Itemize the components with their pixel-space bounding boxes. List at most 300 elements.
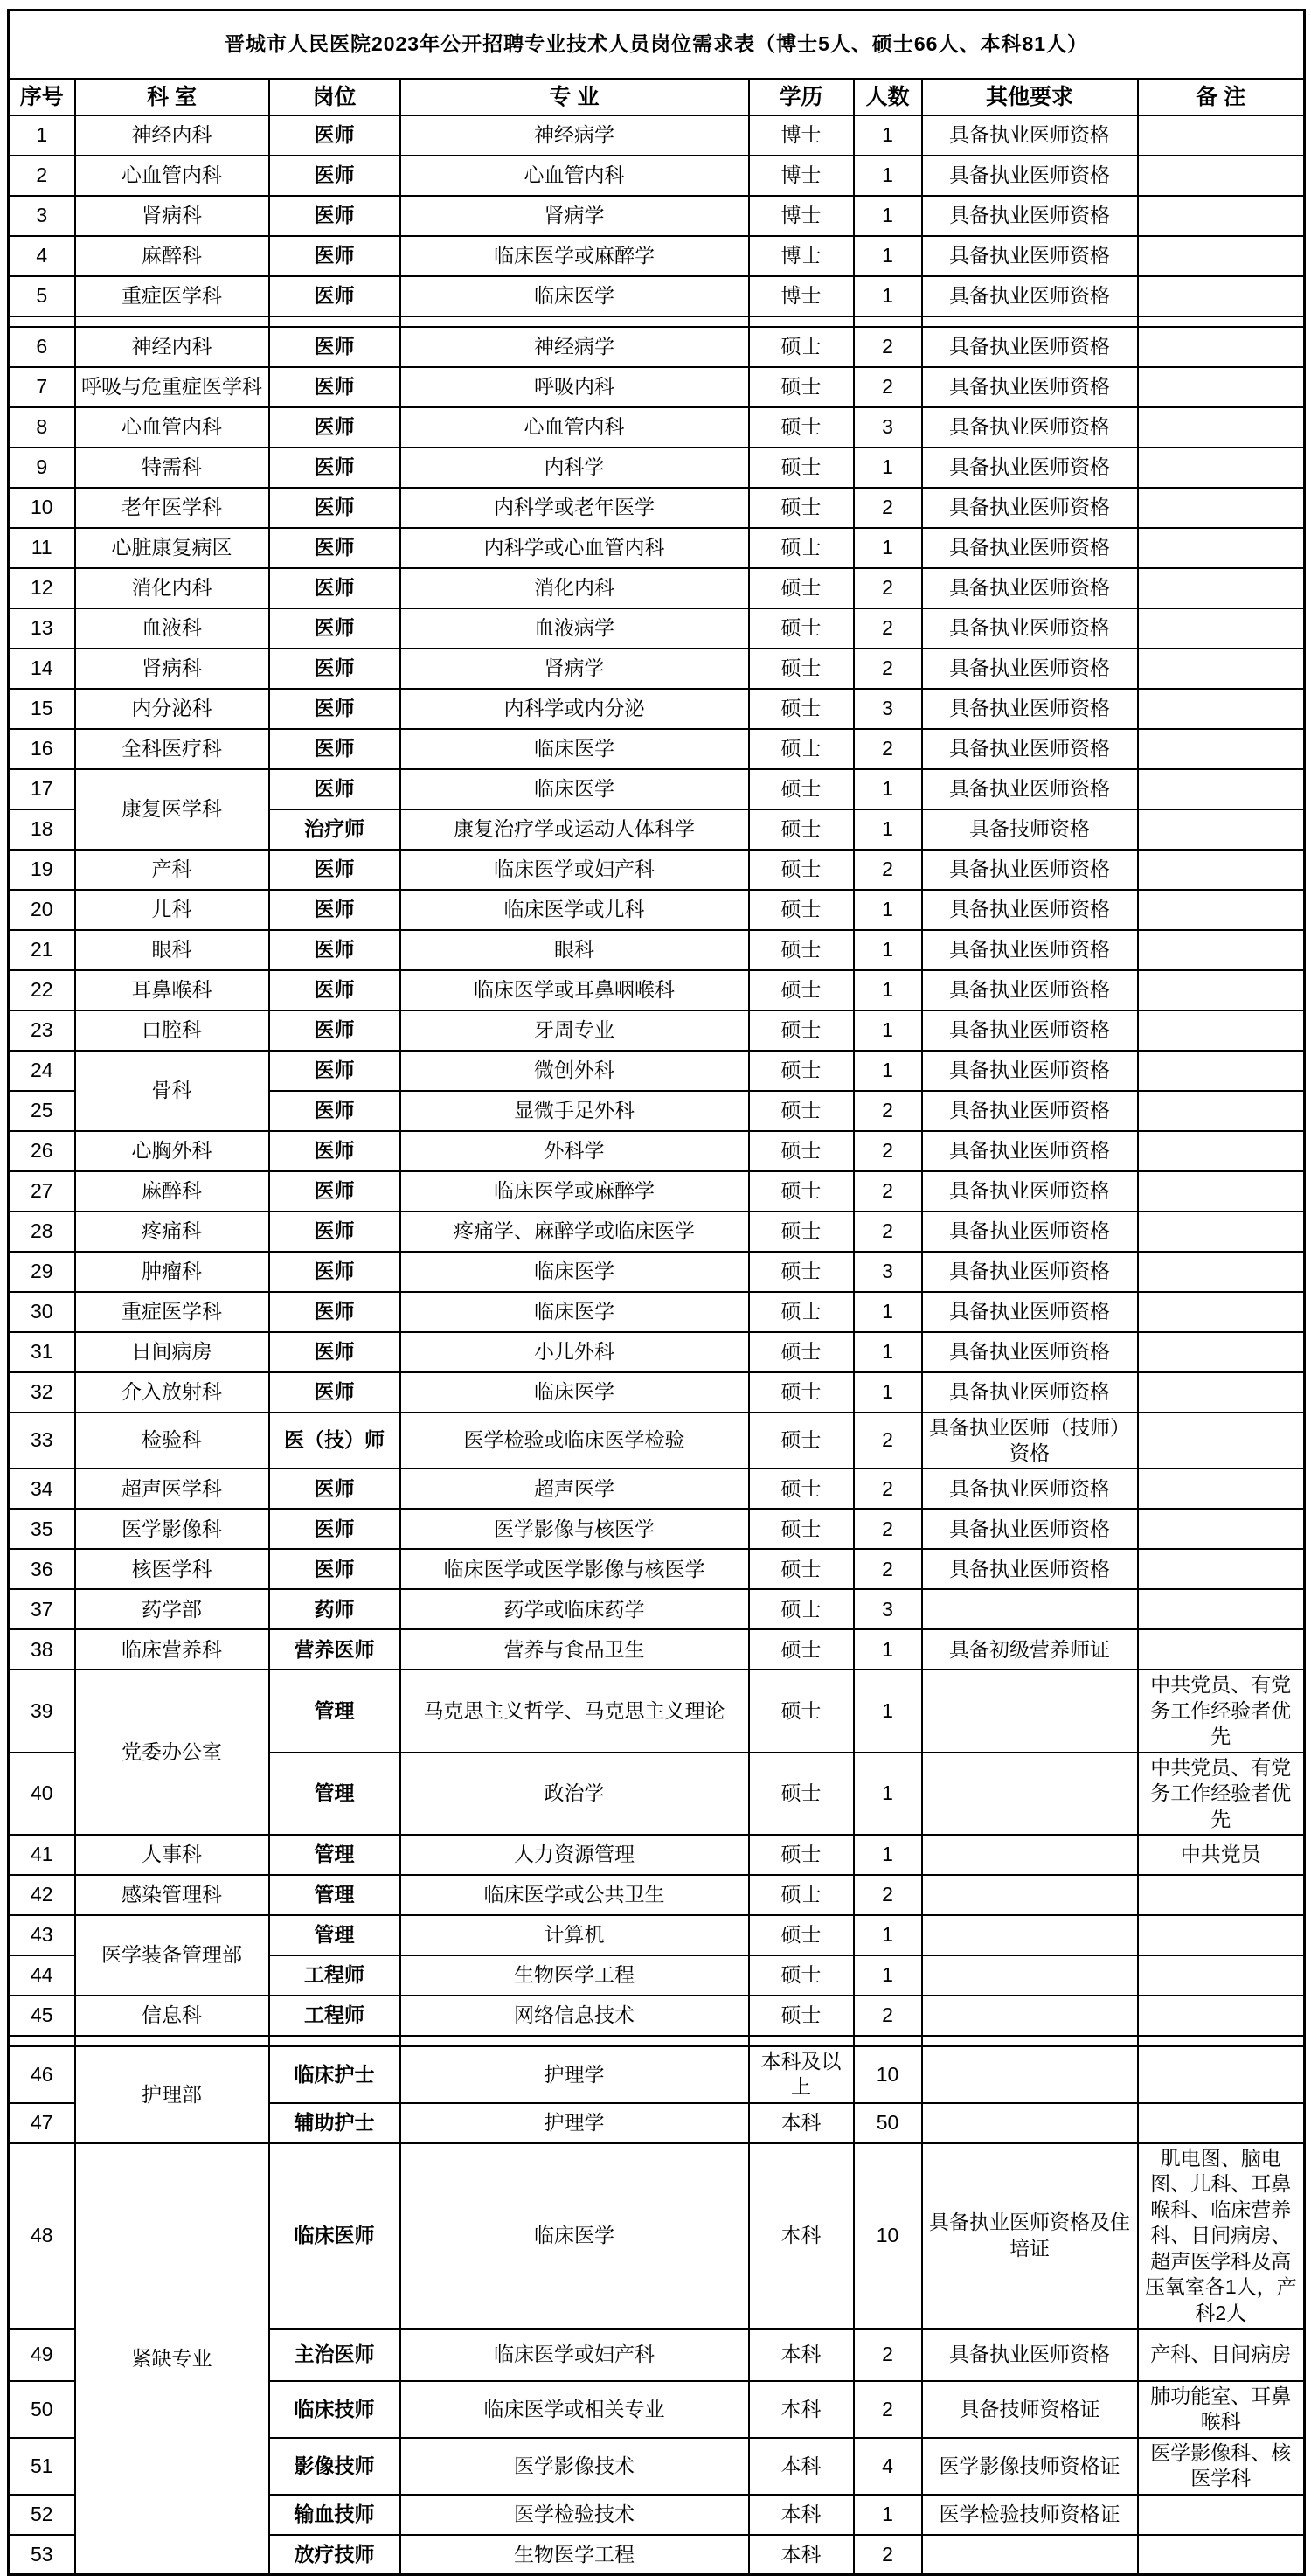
cell-department: 神经内科 — [75, 327, 269, 367]
cell-department: 感染管理科 — [75, 1875, 269, 1915]
column-header-department: 科 室 — [75, 79, 269, 115]
cell-count: 1 — [854, 1332, 922, 1372]
cell-remark — [1138, 1372, 1305, 1413]
cell-count: 2 — [854, 1131, 922, 1171]
cell-count: 1 — [854, 809, 922, 850]
cell-remark — [1138, 196, 1305, 236]
cell-major: 临床医学或公共卫生 — [400, 1875, 749, 1915]
cell-department: 心血管内科 — [75, 156, 269, 196]
cell-count: 2 — [854, 1996, 922, 2036]
cell-other — [922, 2046, 1138, 2103]
cell-degree: 博士 — [749, 236, 854, 276]
table-row — [9, 649, 1305, 689]
cell-degree: 硕士 — [749, 568, 854, 608]
cell-position: 医师 — [269, 1051, 400, 1091]
cell-position: 医师 — [269, 1252, 400, 1292]
cell-remark — [1138, 276, 1305, 316]
cell-degree: 硕士 — [749, 1549, 854, 1589]
cell-department: 肿瘤科 — [75, 1252, 269, 1292]
cell-department: 麻醉科 — [75, 236, 269, 276]
table-row — [9, 1875, 1305, 1915]
cell-major: 临床医学 — [400, 1372, 749, 1413]
cell-major: 康复治疗学或运动人体科学 — [400, 809, 749, 850]
cell-remark — [1138, 1413, 1305, 1469]
cell-remark — [1138, 1091, 1305, 1131]
cell-index: 29 — [9, 1252, 75, 1292]
cell-major: 血液病学 — [400, 608, 749, 649]
cell-count: 1 — [854, 1753, 922, 1835]
cell-count: 1 — [854, 448, 922, 488]
cell-remark: 中共党员、有党务工作经验者优先 — [1138, 1670, 1305, 1752]
cell-index: 44 — [9, 1955, 75, 1996]
cell-count: 3 — [854, 689, 922, 729]
cell-degree: 博士 — [749, 156, 854, 196]
column-header-degree: 学历 — [749, 79, 854, 115]
spacer-cell — [9, 316, 75, 327]
cell-count: 2 — [854, 1091, 922, 1131]
cell-degree: 硕士 — [749, 1670, 854, 1752]
cell-other — [922, 1955, 1138, 1996]
cell-remark — [1138, 236, 1305, 276]
cell-remark — [1138, 1509, 1305, 1549]
cell-count: 1 — [854, 276, 922, 316]
cell-count: 50 — [854, 2103, 922, 2143]
column-header-remark: 备 注 — [1138, 79, 1305, 115]
cell-count: 2 — [854, 1212, 922, 1252]
cell-other: 具备执业医师资格 — [922, 608, 1138, 649]
cell-degree: 硕士 — [749, 1051, 854, 1091]
cell-count: 1 — [854, 970, 922, 1010]
cell-position: 临床技师 — [269, 2381, 400, 2438]
cell-department: 党委办公室 — [75, 1670, 269, 1835]
cell-count: 3 — [854, 407, 922, 448]
table-row — [9, 1589, 1305, 1629]
cell-major: 临床医学或相关专业 — [400, 2381, 749, 2438]
cell-department: 眼科 — [75, 930, 269, 970]
cell-other: 具备执业医师资格 — [922, 2329, 1138, 2381]
cell-other: 具备执业医师资格 — [922, 689, 1138, 729]
cell-count: 10 — [854, 2046, 922, 2103]
cell-major: 临床医学 — [400, 2143, 749, 2329]
cell-remark — [1138, 1171, 1305, 1212]
cell-remark: 肺功能室、耳鼻喉科 — [1138, 2381, 1305, 2438]
cell-other: 具备执业医师资格 — [922, 850, 1138, 890]
cell-count: 1 — [854, 1915, 922, 1955]
cell-remark — [1138, 890, 1305, 930]
cell-major: 外科学 — [400, 1131, 749, 1171]
cell-department: 血液科 — [75, 608, 269, 649]
table-row — [9, 1915, 1305, 1955]
cell-remark — [1138, 1915, 1305, 1955]
cell-position: 工程师 — [269, 1996, 400, 2036]
cell-remark — [1138, 809, 1305, 850]
section-spacer-row — [9, 2036, 1305, 2046]
spacer-cell — [400, 2036, 749, 2046]
cell-position: 医师 — [269, 608, 400, 649]
cell-remark — [1138, 930, 1305, 970]
table-head — [9, 10, 1305, 115]
cell-department: 心血管内科 — [75, 407, 269, 448]
cell-index: 43 — [9, 1915, 75, 1955]
spacer-cell — [75, 2036, 269, 2046]
table-row — [9, 568, 1305, 608]
cell-department: 心胸外科 — [75, 1131, 269, 1171]
cell-position: 医师 — [269, 850, 400, 890]
cell-department: 肾病科 — [75, 196, 269, 236]
cell-remark — [1138, 2535, 1305, 2575]
cell-major: 心血管内科 — [400, 156, 749, 196]
cell-other: 具备执业医师资格 — [922, 649, 1138, 689]
cell-other — [922, 1589, 1138, 1629]
cell-degree: 本科 — [749, 2329, 854, 2381]
cell-index: 9 — [9, 448, 75, 488]
cell-degree: 硕士 — [749, 1372, 854, 1413]
cell-degree: 硕士 — [749, 367, 854, 407]
section-spacer-row — [9, 316, 1305, 327]
cell-degree: 硕士 — [749, 1171, 854, 1212]
cell-major: 内科学或老年医学 — [400, 488, 749, 528]
cell-degree: 硕士 — [749, 649, 854, 689]
cell-count: 2 — [854, 2329, 922, 2381]
table-row — [9, 1292, 1305, 1332]
cell-other: 具备执业医师资格 — [922, 1469, 1138, 1509]
cell-degree: 硕士 — [749, 809, 854, 850]
cell-index: 49 — [9, 2329, 75, 2381]
cell-remark — [1138, 970, 1305, 1010]
cell-degree: 硕士 — [749, 1915, 854, 1955]
cell-count: 1 — [854, 196, 922, 236]
cell-index: 46 — [9, 2046, 75, 2103]
table-row — [9, 689, 1305, 729]
cell-index: 14 — [9, 649, 75, 689]
cell-index: 7 — [9, 367, 75, 407]
cell-count: 2 — [854, 1171, 922, 1212]
cell-position: 医师 — [269, 156, 400, 196]
table-row — [9, 1252, 1305, 1292]
table-row — [9, 1549, 1305, 1589]
cell-department: 医学影像科 — [75, 1509, 269, 1549]
cell-count: 1 — [854, 115, 922, 156]
cell-degree: 硕士 — [749, 1010, 854, 1051]
cell-remark — [1138, 1131, 1305, 1171]
cell-major: 牙周专业 — [400, 1010, 749, 1051]
cell-department: 肾病科 — [75, 649, 269, 689]
cell-position: 医师 — [269, 1292, 400, 1332]
cell-position: 医师 — [269, 1212, 400, 1252]
cell-index: 38 — [9, 1629, 75, 1670]
cell-index: 1 — [9, 115, 75, 156]
cell-count: 1 — [854, 236, 922, 276]
cell-position: 医（技）师 — [269, 1413, 400, 1469]
cell-index: 41 — [9, 1835, 75, 1875]
cell-department: 神经内科 — [75, 115, 269, 156]
cell-department: 核医学科 — [75, 1549, 269, 1589]
cell-degree: 硕士 — [749, 528, 854, 568]
cell-department: 骨科 — [75, 1051, 269, 1131]
cell-other — [922, 2103, 1138, 2143]
cell-major: 计算机 — [400, 1915, 749, 1955]
cell-position: 医师 — [269, 367, 400, 407]
cell-major: 内科学或心血管内科 — [400, 528, 749, 568]
recruitment-table — [7, 9, 1306, 2576]
cell-remark — [1138, 649, 1305, 689]
cell-department: 心脏康复病区 — [75, 528, 269, 568]
cell-position: 医师 — [269, 488, 400, 528]
cell-department: 介入放射科 — [75, 1372, 269, 1413]
cell-index: 6 — [9, 327, 75, 367]
cell-index: 42 — [9, 1875, 75, 1915]
table-row — [9, 1051, 1305, 1091]
cell-department: 信息科 — [75, 1996, 269, 2036]
cell-remark — [1138, 327, 1305, 367]
cell-index: 26 — [9, 1131, 75, 1171]
table-row — [9, 1469, 1305, 1509]
cell-other: 具备执业医师资格 — [922, 407, 1138, 448]
cell-department: 呼吸与危重症医学科 — [75, 367, 269, 407]
cell-major: 药学或临床药学 — [400, 1589, 749, 1629]
cell-index: 50 — [9, 2381, 75, 2438]
cell-other: 具备执业医师资格 — [922, 448, 1138, 488]
cell-remark: 医学影像科、核医学科 — [1138, 2438, 1305, 2495]
table-row — [9, 1509, 1305, 1549]
cell-position: 治疗师 — [269, 809, 400, 850]
cell-department: 医学装备管理部 — [75, 1915, 269, 1996]
cell-department: 日间病房 — [75, 1332, 269, 1372]
cell-degree: 硕士 — [749, 930, 854, 970]
cell-department: 消化内科 — [75, 568, 269, 608]
cell-degree: 硕士 — [749, 1292, 854, 1332]
cell-degree: 本科 — [749, 2381, 854, 2438]
cell-count: 1 — [854, 1051, 922, 1091]
table-row — [9, 448, 1305, 488]
cell-major: 临床医学或妇产科 — [400, 850, 749, 890]
cell-other: 具备执业医师资格 — [922, 236, 1138, 276]
cell-remark — [1138, 2495, 1305, 2535]
cell-degree: 本科及以上 — [749, 2046, 854, 2103]
table-row — [9, 1212, 1305, 1252]
cell-position: 辅助护士 — [269, 2103, 400, 2143]
cell-count: 1 — [854, 1955, 922, 1996]
cell-degree: 本科 — [749, 2103, 854, 2143]
cell-position: 医师 — [269, 689, 400, 729]
cell-major: 心血管内科 — [400, 407, 749, 448]
cell-count: 10 — [854, 2143, 922, 2329]
cell-major: 护理学 — [400, 2103, 749, 2143]
cell-department: 护理部 — [75, 2046, 269, 2143]
cell-index: 22 — [9, 970, 75, 1010]
cell-other: 具备执业医师资格 — [922, 327, 1138, 367]
cell-position: 医师 — [269, 769, 400, 809]
cell-index: 30 — [9, 1292, 75, 1332]
cell-position: 主治医师 — [269, 2329, 400, 2381]
cell-degree: 本科 — [749, 2438, 854, 2495]
cell-major: 肾病学 — [400, 649, 749, 689]
cell-index: 45 — [9, 1996, 75, 2036]
table-row — [9, 236, 1305, 276]
cell-major: 生物医学工程 — [400, 1955, 749, 1996]
table-row — [9, 890, 1305, 930]
cell-index: 47 — [9, 2103, 75, 2143]
cell-position: 医师 — [269, 1171, 400, 1212]
cell-other — [922, 1875, 1138, 1915]
cell-index: 23 — [9, 1010, 75, 1051]
cell-position: 医师 — [269, 1010, 400, 1051]
cell-remark — [1138, 568, 1305, 608]
cell-major: 眼科 — [400, 930, 749, 970]
column-header-index: 序号 — [9, 79, 75, 115]
cell-other — [922, 1915, 1138, 1955]
cell-count: 1 — [854, 1292, 922, 1332]
cell-remark — [1138, 1051, 1305, 1091]
cell-index: 2 — [9, 156, 75, 196]
cell-position: 医师 — [269, 890, 400, 930]
cell-department: 重症医学科 — [75, 1292, 269, 1332]
cell-position: 输血技师 — [269, 2495, 400, 2535]
cell-major: 临床医学或妇产科 — [400, 2329, 749, 2381]
cell-other: 具备执业医师资格 — [922, 1332, 1138, 1372]
cell-remark — [1138, 528, 1305, 568]
cell-degree: 硕士 — [749, 1509, 854, 1549]
cell-count: 2 — [854, 608, 922, 649]
cell-major: 网络信息技术 — [400, 1996, 749, 2036]
table-row — [9, 115, 1305, 156]
cell-other: 具备执业医师（技师）资格 — [922, 1413, 1138, 1469]
cell-major: 人力资源管理 — [400, 1835, 749, 1875]
table-row — [9, 1835, 1305, 1875]
cell-count: 2 — [854, 1469, 922, 1509]
cell-remark — [1138, 2046, 1305, 2103]
cell-count: 1 — [854, 156, 922, 196]
table-row — [9, 2046, 1305, 2103]
spacer-cell — [1138, 316, 1305, 327]
cell-major: 生物医学工程 — [400, 2535, 749, 2575]
cell-degree: 本科 — [749, 2143, 854, 2329]
table-row — [9, 196, 1305, 236]
cell-position: 放疗技师 — [269, 2535, 400, 2575]
cell-degree: 硕士 — [749, 1131, 854, 1171]
cell-department: 超声医学科 — [75, 1469, 269, 1509]
cell-major: 医学影像技术 — [400, 2438, 749, 2495]
cell-major: 临床医学或耳鼻咽喉科 — [400, 970, 749, 1010]
cell-other: 具备执业医师资格 — [922, 890, 1138, 930]
cell-count: 2 — [854, 649, 922, 689]
spacer-cell — [75, 316, 269, 327]
cell-remark — [1138, 769, 1305, 809]
spacer-cell — [922, 316, 1138, 327]
cell-major: 超声医学 — [400, 1469, 749, 1509]
cell-position: 管理 — [269, 1753, 400, 1835]
cell-position: 管理 — [269, 1670, 400, 1752]
cell-major: 政治学 — [400, 1753, 749, 1835]
cell-major: 临床医学 — [400, 1252, 749, 1292]
cell-other: 具备执业医师资格 — [922, 367, 1138, 407]
cell-index: 25 — [9, 1091, 75, 1131]
cell-count: 1 — [854, 1835, 922, 1875]
table-row — [9, 367, 1305, 407]
spacer-cell — [9, 2036, 75, 2046]
table-row — [9, 1413, 1305, 1469]
cell-count: 2 — [854, 1413, 922, 1469]
table-body — [9, 115, 1305, 2575]
cell-remark: 肌电图、脑电图、儿科、耳鼻喉科、临床营养科、日间病房、超声医学科及高压氧室各1人，产科2人 — [1138, 2143, 1305, 2329]
cell-other: 具备执业医师资格 — [922, 729, 1138, 769]
page-title: 晋城市人民医院2023年公开招聘专业技术人员岗位需求表（博士5人、硕士66人、本科81人） — [9, 10, 1305, 79]
cell-major: 神经病学 — [400, 327, 749, 367]
cell-degree: 硕士 — [749, 1629, 854, 1670]
cell-count: 1 — [854, 890, 922, 930]
table-row — [9, 1332, 1305, 1372]
cell-position: 管理 — [269, 1835, 400, 1875]
cell-remark — [1138, 850, 1305, 890]
table-row — [9, 1171, 1305, 1212]
cell-position: 管理 — [269, 1875, 400, 1915]
cell-other: 具备执业医师资格 — [922, 1549, 1138, 1589]
cell-major: 临床医学或儿科 — [400, 890, 749, 930]
cell-index: 21 — [9, 930, 75, 970]
cell-position: 工程师 — [269, 1955, 400, 1996]
cell-position: 医师 — [269, 970, 400, 1010]
spacer-cell — [749, 316, 854, 327]
cell-degree: 硕士 — [749, 850, 854, 890]
cell-remark: 中共党员、有党务工作经验者优先 — [1138, 1753, 1305, 1835]
cell-department: 人事科 — [75, 1835, 269, 1875]
cell-position: 药师 — [269, 1589, 400, 1629]
cell-other: 具备技师资格证 — [922, 2381, 1138, 2438]
cell-major: 呼吸内科 — [400, 367, 749, 407]
cell-other: 具备执业医师资格 — [922, 1509, 1138, 1549]
cell-department: 全科医疗科 — [75, 729, 269, 769]
cell-position: 医师 — [269, 276, 400, 316]
column-header-other: 其他要求 — [922, 79, 1138, 115]
cell-index: 39 — [9, 1670, 75, 1752]
table-row — [9, 1131, 1305, 1171]
cell-index: 24 — [9, 1051, 75, 1091]
cell-degree: 硕士 — [749, 1212, 854, 1252]
cell-count: 2 — [854, 850, 922, 890]
cell-index: 51 — [9, 2438, 75, 2495]
cell-index: 35 — [9, 1509, 75, 1549]
cell-degree: 博士 — [749, 276, 854, 316]
cell-major: 医学检验技术 — [400, 2495, 749, 2535]
cell-index: 19 — [9, 850, 75, 890]
cell-other: 具备执业医师资格 — [922, 488, 1138, 528]
title-row — [9, 10, 1305, 79]
cell-count: 2 — [854, 2381, 922, 2438]
cell-remark — [1138, 1629, 1305, 1670]
cell-major: 临床医学或麻醉学 — [400, 236, 749, 276]
table-row — [9, 1996, 1305, 2036]
cell-remark — [1138, 1252, 1305, 1292]
cell-major: 马克思主义哲学、马克思主义理论 — [400, 1670, 749, 1752]
cell-other: 具备执业医师资格 — [922, 1051, 1138, 1091]
cell-degree: 硕士 — [749, 1835, 854, 1875]
spacer-cell — [749, 2036, 854, 2046]
cell-index: 37 — [9, 1589, 75, 1629]
cell-count: 1 — [854, 1670, 922, 1752]
cell-other: 具备执业医师资格 — [922, 1171, 1138, 1212]
cell-degree: 硕士 — [749, 1875, 854, 1915]
table-row — [9, 850, 1305, 890]
cell-major: 医学影像与核医学 — [400, 1509, 749, 1549]
cell-remark — [1138, 1955, 1305, 1996]
cell-position: 医师 — [269, 930, 400, 970]
cell-major: 临床医学 — [400, 1292, 749, 1332]
cell-index: 27 — [9, 1171, 75, 1212]
cell-index: 12 — [9, 568, 75, 608]
cell-department: 紧缺专业 — [75, 2143, 269, 2575]
cell-position: 医师 — [269, 729, 400, 769]
cell-count: 4 — [854, 2438, 922, 2495]
